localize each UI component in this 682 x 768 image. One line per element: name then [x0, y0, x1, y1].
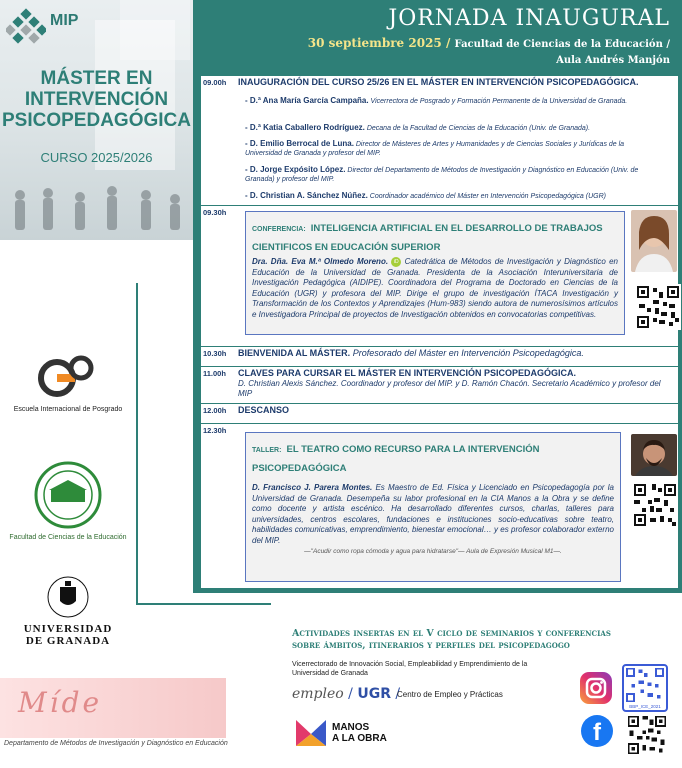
schedule-row	[201, 423, 678, 588]
conference-card	[245, 211, 625, 335]
instagram-icon[interactable]	[580, 672, 612, 704]
qr-label: BBP_ICE_2021	[629, 704, 661, 709]
ugr-block	[0, 575, 136, 647]
time-label: 12.30h	[203, 426, 227, 435]
qr-code-icon[interactable]	[635, 284, 681, 330]
speaker-photo	[631, 210, 677, 272]
speaker-item	[245, 123, 655, 133]
session-title: INTELIGENCIA ARTIFICIAL EN EL DESARROLLO DE TRABAJOS CIENTIFICOS EN EDUCACIÓN SUPERIOR	[252, 223, 603, 253]
facebook-icon[interactable]: f	[581, 715, 613, 747]
master-title-line-1: MÁSTER EN	[40, 68, 153, 89]
ugr-label-line-1: UNIVERSIDAD	[23, 623, 113, 635]
speaker-photo	[631, 434, 677, 476]
speaker-bio-text: Catedrática de Métodos de Investigación y Diagnóstico en Educación de la Universidad de Granada. Presidenta de la Asociación Interuniversitaria de Investigación Pedagógica (AIDIPE). Coordinadora del Programa de Doctorado en Ciencias de la Educación (UGR) y profesora del MIP. Dirige el grupo de investigación ÍTACA Investigación y Transformación de los Contextos y Aprendizajes (Hum-983) siendo autora de numerosísimos artículos e Investigadora Principal de proyectos de Investigación obtenidos en convocatorias competitivas.	[252, 257, 619, 319]
session-tag: CONFERENCIA:	[252, 226, 306, 233]
schedule	[201, 76, 678, 588]
schedule-row	[201, 346, 678, 366]
session-title-text: BIENVENIDA AL MÁSTER.	[238, 348, 351, 358]
session-title: CLAVES PARA CURSAR EL MÁSTER EN INTERVENCIÓN PSICOPEDAGÓGICA.	[238, 368, 577, 378]
speaker-role: Vicerrectora de Posgrado y Formación Permanente de la Universidad de Granada.	[370, 98, 628, 105]
session-text: D. Christian Alexis Sánchez. Coordinador y profesor del MIP. y D. Ramón Chacón. Secretario Académico y profesor del MIP	[238, 379, 661, 398]
manos-line-1: MANOS	[332, 722, 370, 733]
speaker-role: Director del Departamento de Métodos de Investigación y Diagnóstico en Educación (Univ. de Granada) y profesor del MIP.	[245, 167, 639, 183]
mide-label: Departamento de Métodos de Investigación y Diagnóstico en Educación	[4, 740, 228, 747]
left-column	[0, 0, 193, 768]
mip-label: MIP	[50, 12, 79, 29]
speaker-item	[245, 165, 655, 184]
speaker-name: - D.ª Katia Caballero Rodríguez.	[245, 123, 365, 132]
mide-logo-text: Míde	[18, 686, 103, 719]
speaker-role: Director de Másteres de Artes y Humanidades y de Ciencias Sociales y Jurídicas de la Universidad de Granada y profesor del MIP.	[245, 141, 625, 157]
activities-line-1: Actividades insertas en el V ciclo de seminarios y conferencias	[292, 628, 611, 639]
event-title: JORNADA INAUGURAL	[388, 6, 670, 31]
manos-a-la-obra-label	[332, 722, 387, 744]
speaker-name: - D.ª Ana María García Campaña.	[245, 96, 369, 105]
speaker-item	[245, 96, 655, 106]
time-label: 10.30h	[203, 349, 227, 358]
vicerrectorado-label: Vicerrectorado de Innovación Social, Empleabilidad y Emprendimiento de la Universidad de Granada	[292, 661, 528, 677]
master-title-line-3: PSICOPEDAGÓGICA	[2, 110, 191, 131]
orcid-icon[interactable]: iD	[391, 257, 401, 267]
event-room: Aula Andrés Manjón	[556, 55, 670, 66]
session-title: DESCANSO	[238, 405, 290, 415]
speaker-role: Coordinador académico del Máster en Intervención Psicopedagógica (UGR)	[369, 193, 606, 200]
decorative-line	[136, 283, 138, 605]
event-date-text: 30 septiembre 2025 /	[307, 36, 451, 50]
instagram-glyph-icon	[580, 672, 612, 704]
activities-line-2: sobre ámbitos, itinerarios y perfiles del psicopedagogo	[292, 640, 570, 651]
eip-label: Escuela Internacional de Posgrado	[13, 406, 123, 413]
curso-label: CURSO 2025/2026	[40, 150, 153, 165]
speaker-bio	[252, 257, 618, 320]
ugr-label-line-2: DE GRANADA	[25, 635, 111, 647]
ugr-crest-icon	[46, 575, 90, 619]
speaker-item	[245, 139, 655, 158]
empleo-subtitle: Centro de Empleo y Prácticas	[397, 690, 503, 699]
speaker-name: - D. Emilio Berrocal de Luna.	[245, 139, 354, 148]
mide-logo	[0, 678, 226, 738]
fce-seal-icon	[33, 460, 103, 530]
speaker-item	[245, 191, 655, 201]
qr-code-icon[interactable]	[632, 482, 678, 528]
fce-label: Facultad de Ciencias de la Educación	[9, 534, 127, 541]
ugr-text: UGR	[357, 686, 391, 702]
qr-code-icon[interactable]	[626, 714, 668, 756]
header-photo-area	[0, 0, 193, 240]
speaker-bio-text: Es Maestro de Ed. Física y Licenciado en Psicopedagogía por la Universidad de Granada. Desempeña su labor profesional en la CIA Manos a la Obra y se define como docente y artista escénico. Ha desarrollado diferentes cursos, charlas, talleres para universidades, centros escolares, fundaciones e instituciones socio-educativas sobre teatro, habilidades comunicativas, emprendimiento, bienestar emocional… y es profesor colaborador externo del MIP.	[252, 483, 614, 545]
activities-note	[292, 628, 672, 652]
session-title	[238, 348, 584, 358]
decorative-line	[136, 603, 271, 605]
eip-logo-icon	[33, 352, 103, 402]
empleo-ugr-logo: empleo / UGR /	[292, 686, 401, 702]
event-place: Facultad de Ciencias de la Educación /	[454, 39, 670, 50]
master-title	[0, 68, 193, 131]
time-label: 11.00h	[203, 369, 226, 378]
time-label: 09.30h	[203, 208, 227, 217]
session-tag: TALLER:	[252, 447, 282, 454]
speaker-name: Dra. Dña. Eva M.ª Olmedo Moreno.	[252, 257, 389, 267]
speaker-role: Decana de la Facultad de Ciencias de la Educación (Univ. de Granada).	[366, 125, 591, 132]
workshop-card	[245, 432, 621, 582]
fce-block	[0, 460, 136, 541]
main-panel	[193, 0, 682, 593]
master-title-line-2: INTERVENCIÓN	[24, 89, 169, 110]
manos-a-la-obra-logo-icon	[294, 716, 328, 750]
event-date	[193, 36, 682, 50]
time-label: 12.00h	[203, 406, 227, 415]
manos-line-2: A LA OBRA	[332, 733, 387, 744]
schedule-row	[201, 205, 678, 345]
qr-pattern-icon	[624, 666, 666, 704]
session-title: EL TEATRO COMO RECURSO PARA LA INTERVENCIÓN PSICOPEDAGÓGICA	[252, 444, 540, 474]
speaker-name: - D. Christian A. Sánchez Núñez.	[245, 191, 368, 200]
mip-logo-icon	[6, 8, 46, 48]
schedule-row	[201, 403, 678, 423]
schedule-row	[201, 76, 678, 204]
eip-block	[0, 352, 136, 413]
speaker-name: D. Francisco J. Parera Montes.	[252, 483, 373, 492]
time-label: 09.00h	[203, 78, 227, 87]
schedule-row	[201, 366, 678, 402]
students-photo-icon	[0, 175, 193, 240]
speaker-bio	[252, 483, 614, 546]
empleo-text: empleo	[292, 686, 344, 702]
session-subtitle: Profesorado del Máster en Intervención Psicopedagógica.	[352, 348, 584, 358]
session-title: INAUGURACIÓN DEL CURSO 25/26 EN EL MÁSTER EN INTERVENCIÓN PSICOPEDAGÓGICA.	[238, 77, 639, 87]
session-note: —"Acudir como ropa cómoda y agua para hidratarse"— Aula de Expresión Musical M1—.	[304, 548, 562, 555]
speaker-name: - D. Jorge Expósito López.	[245, 165, 346, 174]
